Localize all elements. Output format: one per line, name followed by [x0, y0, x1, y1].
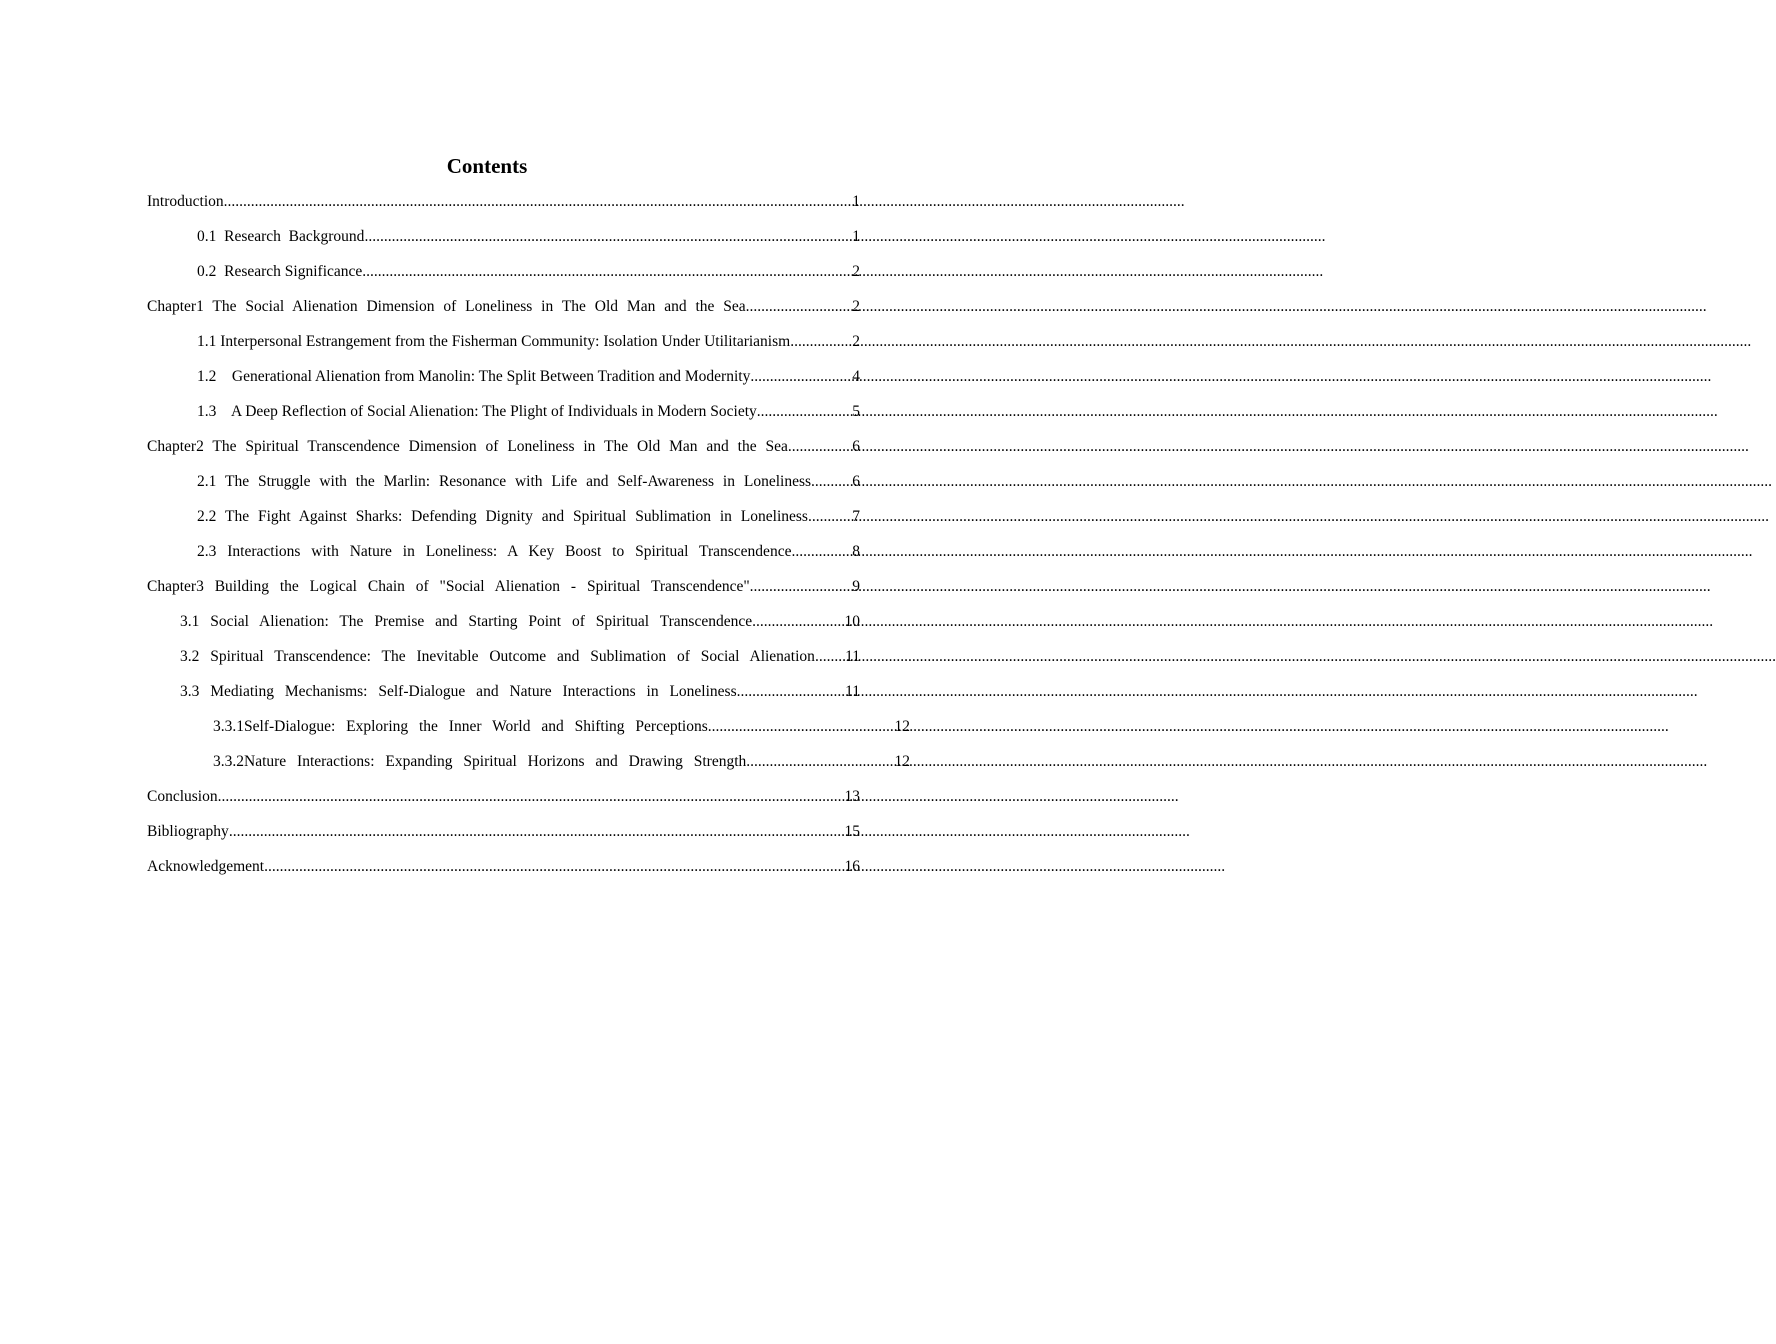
toc-leader	[224, 190, 853, 214]
toc-entry-page: 9	[852, 578, 860, 595]
toc-leader	[752, 610, 844, 634]
toc-entry-text: 2.1 The Struggle with the Marlin: Resonance with Life and Self-Awareness in Loneliness	[197, 473, 812, 490]
toc-leader	[362, 260, 852, 284]
toc-entry-page: 4	[852, 368, 860, 385]
toc-entry-page: 7	[852, 508, 860, 525]
toc-leader	[264, 855, 844, 879]
toc-entry-page: 1	[852, 193, 860, 210]
toc-entry-chapter1[interactable]	[147, 295, 860, 330]
toc-leader	[757, 400, 852, 424]
toc-entry-text: 1.2 Generational Alienation from Manolin: The Split Between Tradition and Modernity	[197, 368, 751, 385]
toc-leader	[750, 575, 853, 599]
toc-entry-1-2[interactable]	[147, 365, 860, 400]
toc-entry-1-3[interactable]	[147, 400, 860, 435]
toc-entry-3-3-2[interactable]	[147, 750, 910, 785]
toc-entry-text: 2.2 The Fight Against Sharks: Defending Dignity and Spiritual Sublimation in Loneliness	[197, 508, 808, 525]
toc-leader	[808, 505, 852, 529]
toc-leader	[218, 785, 845, 809]
toc-entry-3-3-1[interactable]	[147, 715, 910, 750]
toc-entry-text: 0.1 Research Background	[197, 228, 365, 245]
toc-entry-page: 2	[852, 333, 860, 350]
table-of-contents	[147, 190, 910, 890]
toc-entry-text: Bibliography	[147, 823, 229, 840]
toc-entry-page: 6	[852, 473, 860, 490]
toc-leader	[790, 330, 852, 354]
toc-entry-text: 3.1 Social Alienation: The Premise and Starting Point of Spiritual Transcendence	[180, 613, 753, 630]
toc-entry-3-3[interactable]	[147, 680, 860, 715]
toc-entry-chapter3[interactable]	[147, 575, 860, 610]
toc-entry-text: 3.2 Spiritual Transcendence: The Inevitable Outcome and Sublimation of Social Alienation	[180, 648, 815, 665]
toc-entry-3-1[interactable]	[147, 610, 860, 645]
toc-entry-page: 15	[844, 823, 860, 840]
toc-entry-1-1[interactable]	[147, 330, 860, 365]
toc-entry-page: 8	[852, 543, 860, 560]
toc-leader	[750, 365, 852, 389]
toc-entry-text: 1.3 A Deep Reflection of Social Alienation: The Plight of Individuals in Modern Society	[197, 403, 757, 420]
toc-entry-text: Chapter3 Building the Logical Chain of "Social Alienation - Spiritual Transcendence"	[147, 578, 750, 595]
toc-entry-page: 12	[894, 753, 910, 770]
toc-leader	[746, 295, 853, 319]
toc-entry-text: 3.3.2Nature Interactions: Expanding Spiritual Horizons and Drawing Strength	[213, 753, 747, 770]
toc-entry-page: 2	[852, 263, 860, 280]
toc-leader	[815, 645, 845, 669]
toc-entry-page: 5	[852, 403, 860, 420]
toc-entry-page: 11	[845, 648, 860, 665]
toc-entry-introduction[interactable]	[147, 190, 860, 225]
toc-entry-research-background[interactable]	[147, 225, 860, 260]
toc-entry-acknowledgement[interactable]	[147, 855, 860, 890]
toc-leader	[791, 540, 852, 564]
toc-entry-page: 12	[894, 718, 910, 735]
toc-entry-research-significance[interactable]	[147, 260, 860, 295]
toc-entry-text: Chapter1 The Social Alienation Dimension of Loneliness in The Old Man and the Sea	[147, 298, 746, 315]
toc-entry-text: Conclusion	[147, 788, 218, 805]
toc-entry-chapter2[interactable]	[147, 435, 860, 470]
toc-entry-2-2[interactable]	[147, 505, 860, 540]
toc-leader	[364, 225, 852, 249]
toc-entry-page: 10	[844, 613, 860, 630]
toc-leader	[737, 680, 845, 704]
toc-entry-3-2[interactable]	[147, 645, 860, 680]
toc-entry-text: 3.3.1Self-Dialogue: Exploring the Inner World and Shifting Perceptions	[213, 718, 708, 735]
toc-leader	[746, 750, 894, 774]
toc-entry-text: Chapter2 The Spiritual Transcendence Dimension of Loneliness in The Old Man and the Sea	[147, 438, 788, 455]
toc-entry-text: 1.1 Interpersonal Estrangement from the Fisherman Community: Isolation Under Utilitarianism	[197, 333, 791, 350]
toc-entry-text: Acknowledgement	[147, 858, 265, 875]
toc-entry-text: 3.3 Mediating Mechanisms: Self-Dialogue and Nature Interactions in Loneliness	[180, 683, 737, 700]
toc-entry-page: 11	[845, 683, 860, 700]
toc-entry-text: Introduction	[147, 193, 224, 210]
toc-entry-2-1[interactable]	[147, 470, 860, 505]
toc-entry-page: 6	[852, 438, 860, 455]
toc-entry-conclusion[interactable]	[147, 785, 860, 820]
toc-entry-page: 2	[852, 298, 860, 315]
toc-leader	[811, 470, 852, 494]
toc-leader	[708, 715, 895, 739]
toc-leader	[788, 435, 852, 459]
toc-title: Contents	[446, 154, 528, 178]
toc-entry-page: 13	[844, 788, 860, 805]
toc-entry-2-3[interactable]	[147, 540, 860, 575]
toc-entry-bibliography[interactable]	[147, 820, 860, 855]
toc-leader	[229, 820, 845, 844]
toc-entry-page: 1	[852, 228, 860, 245]
toc-entry-text: 0.2 Research Significance	[197, 263, 363, 280]
toc-entry-text: 2.3 Interactions with Nature in Loneliness: A Key Boost to Spiritual Transcendence	[197, 543, 792, 560]
toc-entry-page: 16	[844, 858, 860, 875]
